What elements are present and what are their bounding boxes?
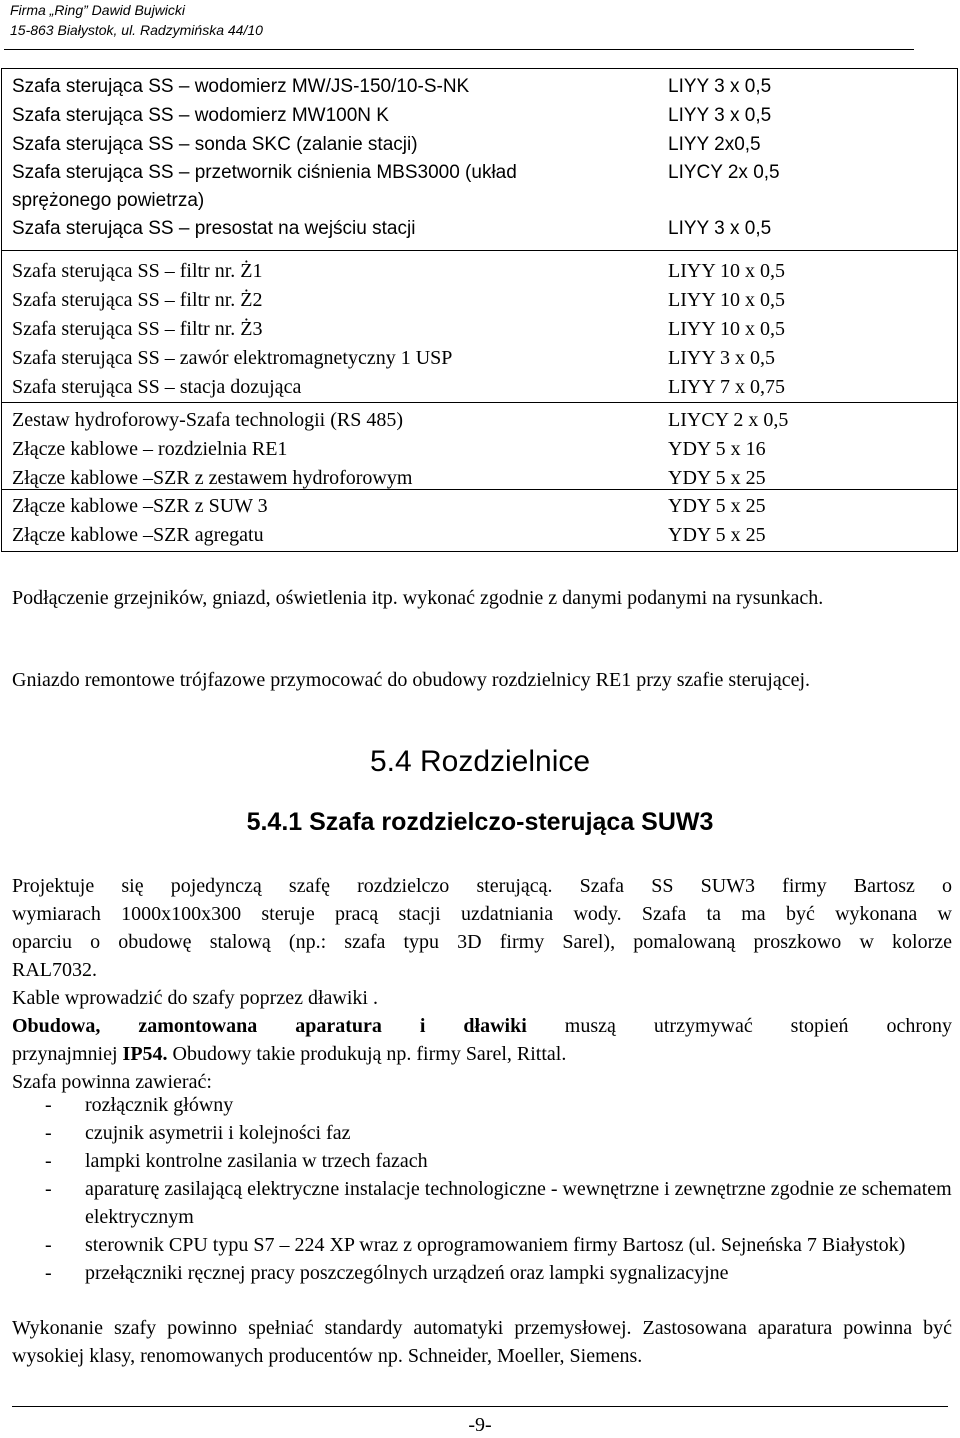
- table-group-separator: [2, 489, 957, 490]
- list-dash: -: [45, 1234, 52, 1256]
- company-address: 15-863 Białystok, ul. Radzymińska 44/10: [10, 22, 263, 38]
- cable-type-cell: YDY 5 x 25: [668, 495, 766, 517]
- connection-cell: Złącze kablowe –SZR agregatu: [12, 524, 264, 546]
- list-item-text: rozłącznik główny: [85, 1094, 234, 1116]
- cable-type-cell: LIYY 10 x 0,5: [668, 260, 786, 282]
- cable-type-cell: LIYY 2x0,5: [668, 134, 761, 155]
- list-item: [12, 1119, 952, 1147]
- description-line: RAL7032.: [12, 959, 97, 981]
- equipment-list: [12, 1091, 952, 1287]
- enclosure-requirement: [12, 1012, 952, 1040]
- ip-rest: Obudowy takie produkują np. firmy Sarel, Rittal.: [167, 1043, 567, 1065]
- ip-requirement: [12, 1040, 952, 1068]
- list-dash: -: [45, 1094, 52, 1116]
- connection-cell: Szafa sterująca SS – przetwornik ciśnienia MBS3000 (układ: [12, 162, 517, 183]
- cable-type-cell: LIYCY 2 x 0,5: [668, 409, 789, 431]
- contents-intro: Szafa powinna zawierać:: [12, 1071, 212, 1093]
- subsection-title: 5.4.1 Szafa rozdzielczo-sterująca SUW3: [246, 808, 714, 836]
- letterhead: [10, 0, 263, 40]
- description-line: Projektuje się pojedynczą szafę rozdzielczo sterującą. Szafa SS SUW3 firmy Bartosz o: [12, 875, 952, 897]
- connection-cell: Złącze kablowe –SZR z SUW 3: [12, 495, 268, 517]
- connection-cell: Szafa sterująca SS – wodomierz MW/JS-150/10-S-NK: [12, 76, 470, 97]
- list-item: [12, 1147, 952, 1175]
- list-item-text: sterownik CPU typu S7 – 224 XP wraz z oprogramowaniem firmy Bartosz (ul. Sejneńska 7 Białystok): [85, 1234, 906, 1256]
- list-item: [12, 1091, 952, 1119]
- cable-type-cell: LIYY 7 x 0,75: [668, 376, 786, 398]
- ip-rating: IP54.: [122, 1043, 168, 1065]
- cable-type-cell: YDY 5 x 16: [668, 438, 766, 460]
- enclosure-rest: muszą utrzymywać stopień ochrony: [526, 1015, 952, 1037]
- connection-cell: Szafa sterująca SS – presostat na wejściu stacji: [12, 218, 416, 239]
- ip-pre: przynajmniej: [12, 1043, 123, 1065]
- connection-cell: Złącze kablowe –SZR z zestawem hydroforowym: [12, 467, 413, 489]
- section-title: 5.4 Rozdzielnice: [369, 745, 591, 778]
- list-dash: -: [45, 1262, 52, 1284]
- connection-cell: Szafa sterująca SS – filtr nr. Ż3: [12, 318, 263, 340]
- cable-table: [1, 68, 958, 552]
- paragraph-connections: Podłączenie grzejników, gniazd, oświetlenia itp. wykonać zgodnie z danymi podanymi na rysunkach.: [12, 587, 824, 609]
- list-item-text: czujnik asymetrii i kolejności faz: [85, 1122, 351, 1144]
- description-line: wymiarach 1000x100x300 steruje pracą stacji uzdatniania wody. Szafa ta ma być wykonana w: [12, 903, 952, 925]
- connection-cell: Szafa sterująca SS – zawór elektromagnetyczny 1 USP: [12, 347, 453, 369]
- cable-type-cell: YDY 5 x 25: [668, 524, 766, 546]
- cable-type-cell: LIYY 3 x 0,5: [668, 218, 772, 239]
- connection-cell: Szafa sterująca SS – filtr nr. Ż1: [12, 260, 263, 282]
- connection-cell: Zestaw hydroforowy-Szafa technologii (RS 485): [12, 409, 404, 431]
- footer-rule: [12, 1406, 948, 1407]
- cable-type-cell: LIYY 3 x 0,5: [668, 347, 776, 369]
- cable-type-cell: LIYCY 2x 0,5: [668, 162, 780, 183]
- connection-cell: Złącze kablowe – rozdzielnia RE1: [12, 438, 288, 460]
- cable-type-cell: YDY 5 x 25: [668, 467, 766, 489]
- connection-cell: Szafa sterująca SS – sonda SKC (zalanie stacji): [12, 134, 418, 155]
- list-item: [12, 1231, 952, 1259]
- description-line: Kable wprowadzić do szafy poprzez dławiki .: [12, 987, 378, 1009]
- connection-cell: Szafa sterująca SS – wodomierz MW100N K: [12, 105, 389, 126]
- table-group-separator: [2, 250, 957, 251]
- description-line: oparciu o obudowę stalową (np.: szafa typu 3D firmy Sarel), pomalowaną proszkowo w kolorze: [12, 931, 952, 953]
- list-item: [12, 1259, 952, 1287]
- cable-type-cell: LIYY 10 x 0,5: [668, 318, 786, 340]
- list-dash: -: [45, 1122, 52, 1144]
- description: [12, 872, 952, 1096]
- list-item-text: aparaturę zasilającą elektryczne instalacje technologiczne - wewnętrzne i zewnętrzne zgodnie ze schematem elektrycznym: [85, 1178, 952, 1228]
- enclosure-bold: Obudowa, zamontowana aparatura i dławiki: [12, 1015, 527, 1037]
- table-group-separator: [2, 402, 957, 403]
- connection-cell: Szafa sterująca SS – stacja dozująca: [12, 376, 302, 398]
- list-item-text: lampki kontrolne zasilania w trzech fazach: [85, 1150, 428, 1172]
- cable-type-cell: LIYY 10 x 0,5: [668, 289, 786, 311]
- list-dash: -: [45, 1150, 52, 1172]
- cable-type-cell: LIYY 3 x 0,5: [668, 105, 772, 126]
- list-dash: -: [45, 1178, 52, 1200]
- header-rule: [4, 49, 914, 50]
- closing-paragraph: Wykonanie szafy powinno spełniać standardy automatyki przemysłowej. Zastosowana aparatura powinna być wysokiej klasy, renomowanych producentów np. Schneider, Moeller, Siemens.: [12, 1317, 952, 1367]
- paragraph-socket: Gniazdo remontowe trójfazowe przymocować do obudowy rozdzielnicy RE1 przy szafie sterującej.: [12, 669, 811, 691]
- company-name: Firma „Ring” Dawid Bujwicki: [10, 2, 186, 18]
- connection-cell: sprężonego powietrza): [12, 190, 205, 211]
- connection-cell: Szafa sterująca SS – filtr nr. Ż2: [12, 289, 263, 311]
- list-item: [12, 1175, 952, 1231]
- cable-type-cell: LIYY 3 x 0,5: [668, 76, 772, 97]
- page-number: -9-: [468, 1414, 492, 1436]
- list-item-text: przełączniki ręcznej pracy poszczególnych urządzeń oraz lampki sygnalizacyjne: [85, 1262, 729, 1284]
